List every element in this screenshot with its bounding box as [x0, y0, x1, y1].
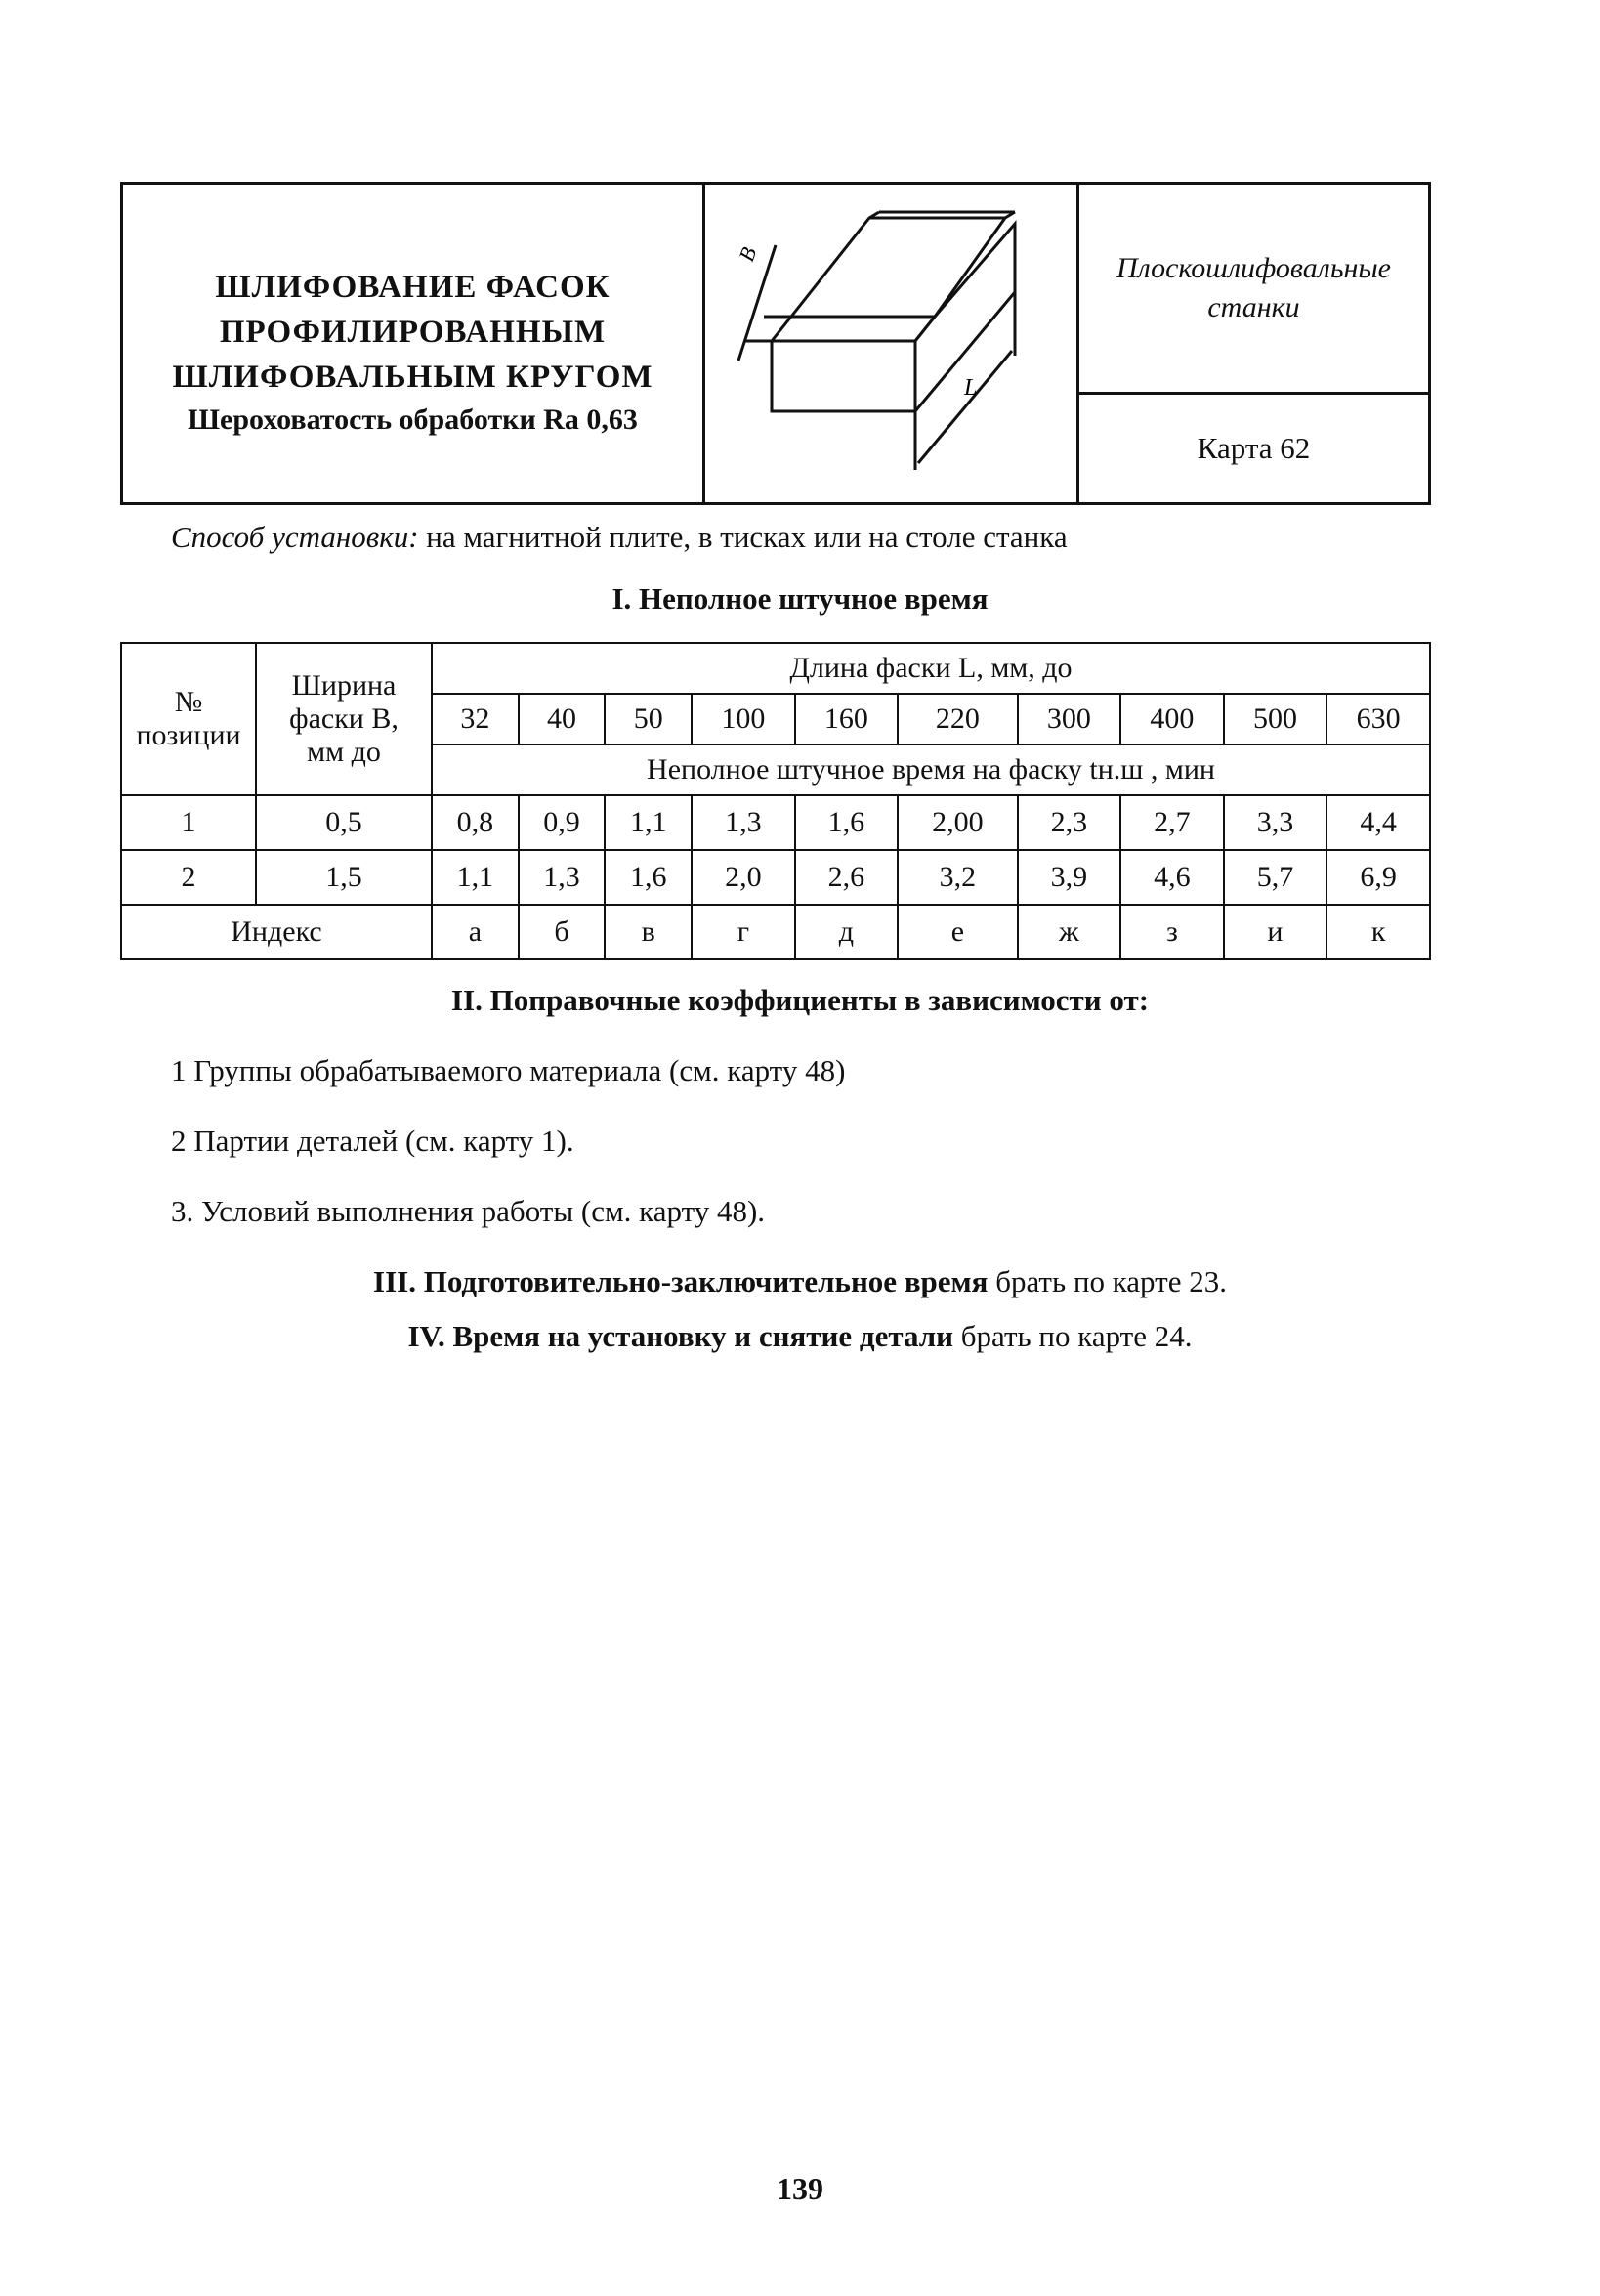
figure-cell — [705, 185, 1079, 502]
length-header: Длина фаски L, мм, до — [432, 643, 1430, 694]
value-cell: 4,6 — [1120, 850, 1224, 905]
table-row — [121, 850, 1430, 905]
length-cell: 500 — [1224, 694, 1327, 744]
width-header-line-1: Ширина — [291, 669, 397, 702]
value-cell: 6,9 — [1326, 850, 1430, 905]
pos-header — [121, 643, 256, 795]
mounting-text: на магнитной плите, в тисках или на столе станка — [418, 520, 1068, 554]
list-item: 1 Группы обрабатываемого материала (см. карту 48) — [171, 1053, 846, 1087]
card-number: Карта 62 — [1197, 431, 1311, 465]
value-cell: 2,6 — [795, 850, 899, 905]
value-cell: 3,3 — [1224, 795, 1327, 850]
time-header: Неполное штучное время на фаску tн.ш , мин — [432, 744, 1430, 795]
time-table — [120, 642, 1431, 960]
value-cell: 5,7 — [1224, 850, 1327, 905]
width-cell: 0,5 — [256, 795, 432, 850]
length-cell: 630 — [1326, 694, 1430, 744]
index-cell: з — [1120, 905, 1224, 959]
index-cell: к — [1326, 905, 1430, 959]
pos-cell: 1 — [121, 795, 256, 850]
value-cell: 1,3 — [692, 795, 795, 850]
roughness-text: Шероховатость обработки Ra 0,63 — [188, 403, 638, 436]
value-cell: 2,3 — [1018, 795, 1121, 850]
index-cell: г — [692, 905, 795, 959]
value-cell: 0,9 — [519, 795, 606, 850]
length-cell: 100 — [692, 694, 795, 744]
value-cell: 2,0 — [692, 850, 795, 905]
section-4-line — [0, 1319, 1600, 1354]
index-label: Индекс — [121, 905, 432, 959]
index-cell: а — [432, 905, 519, 959]
length-cell: 160 — [795, 694, 899, 744]
length-cell: 50 — [605, 694, 692, 744]
title-line-2: ПРОФИЛИРОВАННЫМ — [219, 314, 607, 350]
value-cell: 4,4 — [1326, 795, 1430, 850]
value-cell: 1,6 — [795, 795, 899, 850]
b-label: B — [734, 243, 762, 265]
table-row — [121, 795, 1430, 850]
index-cell: д — [795, 905, 899, 959]
section-3-bold: III. Подготовительно-заключительное время — [373, 1264, 989, 1298]
page-number: 139 — [777, 2171, 823, 2206]
pos-header-line-1: № — [174, 686, 203, 718]
section-4-rest: брать по карте 24. — [952, 1319, 1193, 1353]
section-3-line — [0, 1264, 1600, 1299]
machine-line-2: станки — [1207, 291, 1300, 323]
width-header-line-3: мм до — [307, 736, 381, 768]
machine-line-1: Плоскошлифовальные — [1116, 252, 1391, 284]
mounting-line — [171, 520, 1068, 555]
value-cell: 0,8 — [432, 795, 519, 850]
section-4-bold: IV. Время на установку и снятие детали — [407, 1319, 953, 1353]
index-cell: е — [898, 905, 1017, 959]
index-cell: и — [1224, 905, 1327, 959]
index-row — [121, 905, 1430, 959]
value-cell: 1,6 — [605, 850, 692, 905]
right-cell — [1079, 185, 1428, 502]
width-header — [256, 643, 432, 795]
value-cell: 2,00 — [898, 795, 1017, 850]
l-label: L — [964, 375, 978, 401]
value-cell: 1,3 — [519, 850, 606, 905]
index-cell: в — [605, 905, 692, 959]
length-cell: 220 — [898, 694, 1017, 744]
title-cell — [123, 185, 705, 502]
section-2-heading: II. Поправочные коэффициенты в зависимости от: — [450, 983, 1150, 1017]
mounting-label: Способ установки: — [171, 520, 419, 554]
pos-cell: 2 — [121, 850, 256, 905]
section-1-heading: I. Неполное штучное время — [611, 581, 989, 616]
chamfer-block-figure — [705, 185, 1074, 502]
list-item: 2 Партии деталей (см. карту 1). — [171, 1124, 574, 1158]
length-cell: 300 — [1018, 694, 1121, 744]
length-cell: 400 — [1120, 694, 1224, 744]
title-line-1: ШЛИФОВАНИЕ ФАСОК — [215, 269, 611, 305]
length-cell: 40 — [519, 694, 606, 744]
list-item: 3. Условий выполнения работы (см. карту 48). — [171, 1194, 766, 1228]
value-cell: 3,2 — [898, 850, 1017, 905]
value-cell: 3,9 — [1018, 850, 1121, 905]
pos-header-line-2: позиции — [136, 719, 241, 751]
width-cell: 1,5 — [256, 850, 432, 905]
width-header-line-2: фаски B, — [289, 702, 399, 735]
index-cell: б — [519, 905, 606, 959]
value-cell: 1,1 — [432, 850, 519, 905]
index-cell: ж — [1018, 905, 1121, 959]
title-line-3: ШЛИФОВАЛЬНЫМ КРУГОМ — [172, 359, 653, 395]
header-block — [120, 182, 1431, 505]
section-3-rest: брать по карте 23. — [988, 1264, 1227, 1298]
value-cell: 1,1 — [605, 795, 692, 850]
machine-type — [1079, 185, 1428, 395]
value-cell: 2,7 — [1120, 795, 1224, 850]
length-cell: 32 — [432, 694, 519, 744]
